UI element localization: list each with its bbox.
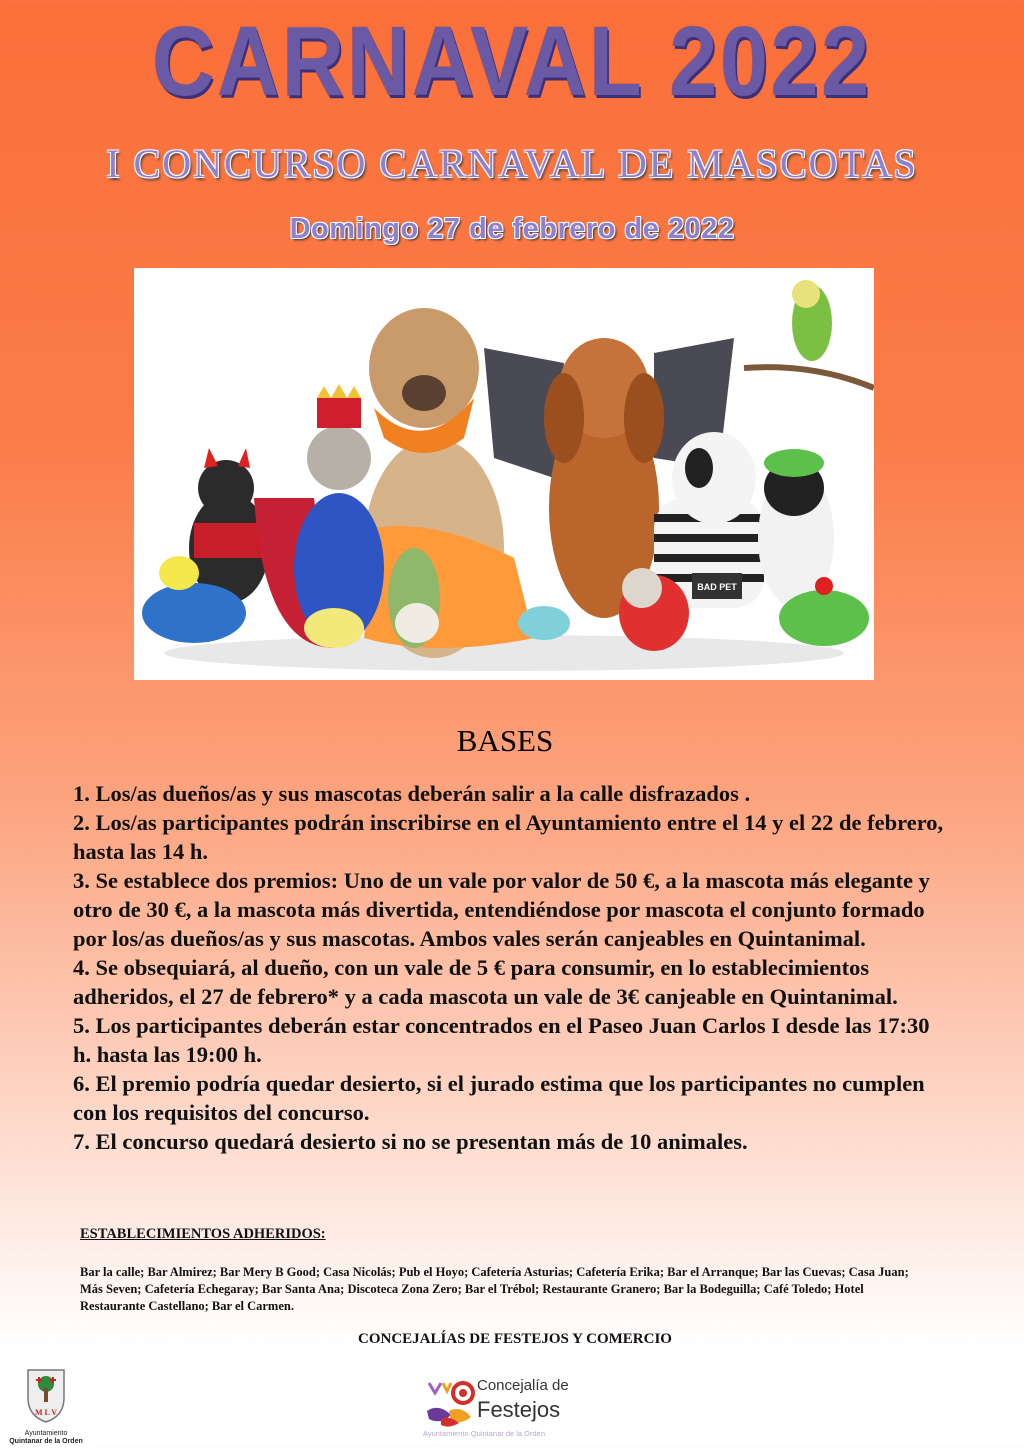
bases-heading: BASES: [456, 723, 554, 758]
festejos-line2: Festejos: [477, 1397, 561, 1422]
rule-item: 6. El premio podría quedar desierto, si el jurado estima que los participantes no cumplen con los requisitos del concurso.: [73, 1071, 925, 1125]
rule-item: 3. Se establece dos premios: Uno de un vale por valor de 50 €, a la mascota más elegante y otro de 30 €, a la mascota más divertida, entendiéndose por mascota el conjunto formado por los/as dueños/as y sus mascotas. Ambos vales serán canjeables en Quintanimal.: [73, 868, 930, 951]
festejos-logo: [413, 1369, 595, 1445]
bad-pet-sign: BAD PET: [697, 582, 737, 592]
rule-item: 5. Los participantes deberán estar concentrados en el Paseo Juan Carlos I desde las 17:30 h. hasta las 19:00 h.: [73, 1013, 930, 1067]
rule-item: 1. Los/as dueños/as y sus mascotas deberán salir a la calle disfrazados .: [73, 781, 751, 806]
rules-list: [73, 779, 953, 1156]
ayto-caption: Ayuntamiento: [24, 1430, 68, 1437]
festejos-line1: Concejalía de: [477, 1377, 569, 1394]
ayuntamiento-logo: [0, 1364, 92, 1448]
poster-title: CARNAVAL 2022: [152, 6, 872, 116]
pets-costume-photo: [134, 268, 874, 680]
organizer-credit: CONCEJALÍAS DE FESTEJOS Y COMERCIO: [358, 1331, 672, 1347]
ayto-letters: M L V: [34, 1408, 58, 1417]
festejos-line3: Ayuntamiento Quintanar de la Orden: [423, 1429, 546, 1438]
event-date: Domingo 27 de febrero de 2022: [289, 213, 735, 245]
establishments-list: Bar la calle; Bar Almirez; Bar Mery B Good; Casa Nicolás; Pub el Hoyo; Cafetería Asturias; Cafetería Erika; Bar el Arranque; Bar las Cuevas; Casa Juan; Más Seven; Cafetería Echegaray; Bar Santa Ana; Discoteca Zona Zero; Bar el Trébol; Restaurante Granero; Bar la Bodeguilla; Café Toledo; Hotel Restaurante Castellano; Bar el Carmen.: [80, 1265, 909, 1313]
poster-subtitle: I CONCURSO CARNAVAL DE MASCOTAS: [106, 141, 918, 186]
ayto-town: Quintanar de la Orden: [9, 1438, 83, 1445]
festejos-emblem-icon: [419, 1375, 479, 1431]
rule-item: 7. El concurso quedará desierto si no se presentan más de 10 animales.: [73, 1129, 748, 1154]
establishments-heading: ESTABLECIMIENTOS ADHERIDOS:: [80, 1226, 326, 1242]
rule-item: 2. Los/as participantes podrán inscribirse en el Ayuntamiento entre el 14 y el 22 de febrero, hasta las 14 h.: [73, 810, 944, 864]
rule-item: 4. Se obsequiará, al dueño, con un vale de 5 € para consumir, en lo establecimientos adheridos, el 27 de febrero* y a cada mascota un vale de 3€ canjeable en Quintanimal.: [73, 955, 898, 1009]
